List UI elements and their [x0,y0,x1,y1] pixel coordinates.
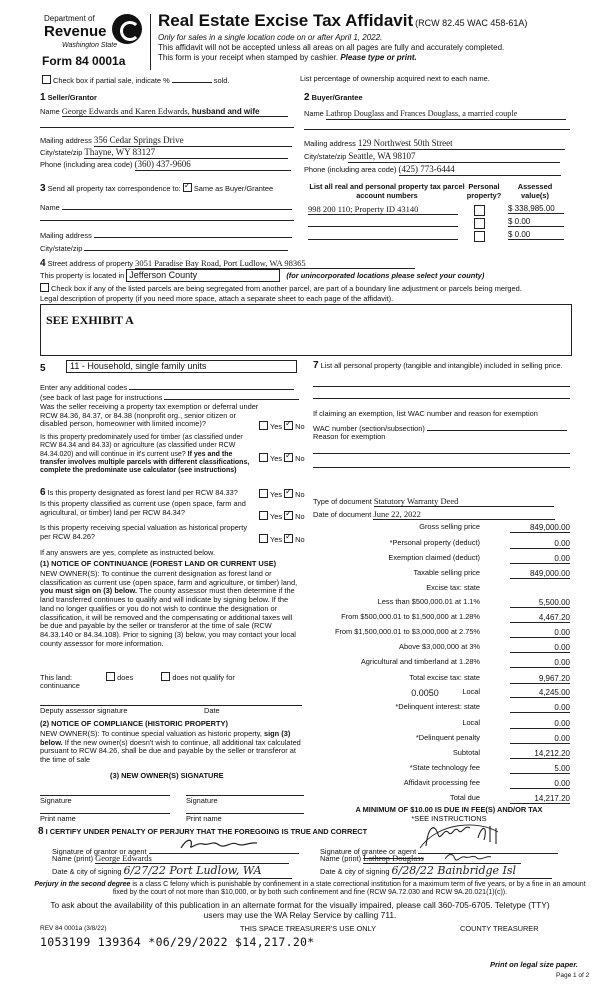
partial-sale-label: Check box if partial sale, indicate % [53,76,170,85]
calc-local-label: Local [462,687,480,696]
calc-taxable-label: Taxable selling price [413,568,480,577]
buyer-phone-label: Phone (including area code) [304,165,397,174]
correspondence-mailing-label: Mailing address [40,231,92,240]
form-title: Real Estate Excise Tax Affidavit [158,11,414,30]
current-use-no-label: No [295,512,305,521]
calc-total-due [310,794,570,805]
parcels-col2-header: Personal property? [466,182,502,200]
timber-question-bold: If yes and the transfer involves multiple parcels with different classifications, complete the predominate use calculator (see instructions) [40,450,250,474]
doc-date-field[interactable]: June 22, 2022 [373,509,555,520]
calc-total-state-label: Total excise tax: state [409,673,480,682]
grantor-date-field[interactable]: 6/27/22 Port Ludlow, WA [124,865,292,879]
form-rcw: (RCW 82.45 WAC 458-61A) [415,18,528,28]
partial-sold-label: sold. [213,76,230,85]
calc-tier2 [310,613,570,624]
seller-name-row [40,106,294,117]
calc-exemption [310,554,570,565]
historic-yes-no [259,534,305,545]
logo-revenue: Revenue [44,23,107,40]
grantee-name-value: Lathrop Douglass [363,853,424,863]
seller-mailing-row [40,135,292,147]
land-does-checkbox[interactable] [106,672,115,681]
doc-date-row [313,509,555,520]
doc-type-field[interactable]: Statutory Warranty Deed [374,496,554,507]
header-line3a: This form is your receipt when stamped by cashier. [158,53,339,62]
street-address-label: Street address of property [47,259,134,268]
logo-state: Washington State [62,42,118,49]
calc-delinquent-state-value[interactable]: 0.00 [510,703,570,713]
legal-description-value: SEE EXHIBIT A [46,313,134,327]
notice2-text-a: NEW OWNER(S): To continue special valuation as historic property, [40,729,262,738]
signature-label-1: Signature [40,796,72,805]
doc-type-row [313,496,554,507]
calc-taxable [310,569,570,580]
street-address-field[interactable]: 3051 Paradise Bay Road, Port Ludlow, WA 98365 [135,258,415,269]
buyer-mailing-row [304,138,565,150]
seller-name-suffix: husband and wife [191,107,260,116]
buyer-phone-field[interactable]: (425) 773-6444 [399,164,561,176]
doc-date-label: Date of document [313,510,372,519]
calc-delinquent-state-label: *Delinquent interest: state [395,702,480,711]
print-name-label-2: Print name [186,814,222,823]
assessed-value-field[interactable]: $ 0.00 [508,230,564,240]
location-number: 4 [40,258,46,269]
calc-subtotal [310,749,570,760]
seller-phone-field[interactable]: (360) 437-9606 [135,159,291,171]
correspondence-city-row [40,242,288,254]
calc-local-rate: 0.0050 [411,688,439,698]
logo-dept-of: Department of [44,14,95,23]
historic-question: Is this property receiving special valuation as historical property per RCW 84.26? [40,523,248,541]
grantee-signature-label: Signature of grantee or agent [320,847,417,856]
county-treasurer-label: COUNTY TREASURER [460,924,539,933]
buyer-mailing-field[interactable]: 129 Northwest 50th Street [358,138,565,150]
header-line3b: Please type or print. [340,53,417,62]
grantee-name-label: Name (print) [320,854,362,863]
grantor-name-field[interactable]: George Edwards [95,853,289,864]
seller-phone-row [40,159,291,171]
grantor-signature-field[interactable] [149,840,299,854]
historic-yes-checkbox[interactable] [259,534,268,543]
section7-number: 7 [313,360,319,371]
notice1-text-b: The county assessor must then determine if the land transferred continues to qualify and will indicate by signing below. If the land no longer qualifies or you do not wish to continue the designation or classification, it will be removed and the compensating or additional taxes will be due and payable by the seller or transferor at the time of sale (RCW 84.33.140 or 84.34.108). Prior to signing (3) below, you may contact your local county assessor for more information. [40,586,296,648]
timber-yes-no [259,453,305,464]
calc-excise-state-label: Excise tax: state [426,583,480,592]
notice3-title: (3) NEW OWNER(S) SIGNATURE [110,771,224,780]
partial-percent-field[interactable] [172,82,212,83]
forest-yes-label: Yes [270,490,283,499]
seller-city-field[interactable]: Thayne, WY 83127 [84,147,288,159]
minimum-due-note: A MINIMUM OF $10.00 IS DUE IN FEE(S) AND/OR TAX [355,805,543,814]
land-does-not-label: does not qualify for [172,673,235,682]
calc-total-due-label: Total due [450,793,480,802]
correspondence-city-label: City/state/zip [40,244,83,253]
forest-yes-no [259,489,305,500]
calc-subtotal-label: Subtotal [452,748,480,757]
historic-yes-label: Yes [270,535,283,544]
calc-personal [310,539,570,550]
certify-text: I CERTIFY UNDER PENALTY OF PERJURY THAT THE FOREGOING IS TRUE AND CORRECT [45,827,368,836]
exemption-wac-question: If claiming an exemption, list WAC number and reason for exemption [313,409,538,418]
grantor-name-label: Name (print) [52,854,94,863]
calc-local-value[interactable]: 4,245.00 [510,688,570,698]
calc-delinquent-local [310,719,570,730]
buyer-heading-label: Buyer/Grantee [311,93,363,102]
calc-tier3-value[interactable]: 0.00 [510,628,570,638]
grantee-name-field[interactable] [363,853,521,864]
personal-property-checkbox[interactable] [474,231,485,242]
deputy-date-label: Date [204,706,220,715]
buyer-name-field[interactable]: Lathrop Douglass and Frances Douglass, a married couple [326,109,566,120]
seller-heading-label: Seller/Grantor [47,93,97,102]
buyer-heading [304,92,363,104]
current-use-no-checkbox[interactable] [284,511,293,520]
grantee-date-field[interactable]: 6/28/22 Bainbridge Isl [392,865,552,879]
grantee-date-label: Date & city of signing [320,867,390,876]
seller-city-label: City/state/zip [40,148,83,157]
additional-codes-label: Enter any additional codes [40,383,128,392]
reason-exemption-label: Reason for exemption [313,432,386,441]
same-as-buyer-checkbox[interactable] [183,183,192,192]
parcel-number-field[interactable]: 998 200 110; Property ID 43140 [308,204,458,215]
calc-total-state-value[interactable]: 9,967.20 [510,674,570,684]
notice2-title: (2) NOTICE OF COMPLIANCE (HISTORIC PROPERTY) [40,719,228,728]
calc-tier5-value[interactable]: 0.00 [510,658,570,668]
calc-total-due-value[interactable]: 14,217.20 [510,794,570,804]
personal-property-checkbox[interactable] [474,218,485,229]
county-label: This property is located in [40,271,125,280]
forest-question-text: Is this property designated as forest land per RCW 84.33? [47,488,238,497]
calc-tier2-value[interactable]: 4,467.20 [510,613,570,623]
additional-codes-field2[interactable] [164,391,299,400]
calc-tier4 [310,643,570,654]
calc-personal-label: *Personal property (deduct) [389,538,480,547]
additional-codes-note: (see back of last page for instructions [40,393,163,402]
forest-yes-checkbox[interactable] [259,489,268,498]
parcels-col3-header: Assessed value(s) [517,182,553,200]
seller-name-line2 [40,126,294,128]
exemption-yes-label: Yes [270,422,283,431]
signature-label-2: Signature [186,796,218,805]
seller-name-value: George Edwards and Karen Edwards, [61,106,190,116]
exemption-no-label: No [295,422,305,431]
segregated-row [40,283,522,294]
current-use-yes-label: Yes [270,512,283,521]
grantor-signature-label: Signature of grantor or agent [52,847,147,856]
forest-no-checkbox[interactable] [284,489,293,498]
legal-description-label: Legal description of property (if you need more space, attach a separate sheet to each page of the affidavit). [40,294,394,303]
form-number: Form 84 0001a [42,54,126,68]
calc-delinquent-penalty-label: *Delinquent penalty [415,733,480,742]
calc-delinquent-penalty-value[interactable]: 0.00 [510,734,570,744]
seller-city-row [40,147,288,159]
additional-codes-field[interactable] [129,381,294,390]
grantee-name-row [320,853,521,864]
calc-delinquent-penalty [310,734,570,745]
current-use-question: Is this property classified as current use (open space, farm and agricultural, or timber) land per RCW 84.34? [40,499,246,517]
page-number: Page 1 of 2 [556,972,590,979]
correspondence-city-field[interactable] [84,242,288,251]
parcel-row [308,217,570,230]
calc-delinquent-local-label: Local [462,718,480,727]
section5-number: 5 [40,363,46,374]
wac-number-field[interactable] [427,422,567,431]
historic-no-label: No [295,535,305,544]
ownership-note: List percentage of ownership acquired next to each name. [300,74,490,83]
parcel-row [308,204,570,217]
deputy-signature-label: Deputy assessor signature [40,706,128,715]
historic-no-checkbox[interactable] [284,534,293,543]
header-line3 [158,53,417,62]
assessed-value-field[interactable]: $ 338,985.00 [508,204,564,214]
parcels-table [308,204,570,243]
seller-heading [40,92,97,104]
form-title-row [158,11,527,31]
revision-label: REV 84 0001a (3/8/22) [40,925,107,932]
calc-total-state [310,674,570,685]
land-does-not-checkbox[interactable] [161,672,170,681]
reason-line1[interactable] [313,452,570,454]
parcels-col1-header: List all real and personal property tax parcel account numbers [309,182,465,200]
section7-label: List all personal property (tangible and intangible) included in selling price. [320,361,563,370]
forest-question [40,487,238,499]
doc-type-label: Type of document [313,497,372,506]
perjury-text: is a class C felony which is punishable by confinement in a state correctional institution for a maximum term of five years, or by a fine in an amount fixed by the court of not more than $10,000, or by both such confinement and fine (RCW 9A.72.030 and RCW 9A.20.021(1)(c)). [112,881,586,897]
notice2-text-b: If the new owner(s) doesn't wish to continue, all additional tax calculated pursuant to RCW 84.26, shall be due and payable by the seller or transferor at the time of sale [40,737,301,765]
grantor-name-row [52,853,289,864]
buyer-name-label: Name [304,109,324,118]
notice2-text-bold: sign (3) below. [40,729,291,747]
section8-number: 8 [38,826,44,837]
current-use-yes-no [259,511,305,522]
calc-tier4-value[interactable]: 0.00 [510,643,570,653]
continuance-label: continuance [40,681,80,690]
see-instructions-note: *SEE INSTRUCTIONS [411,814,487,823]
segregated-label: Check box if any of the listed parcels are being segregated from another parcel, are part of a boundary line adjustment or parcels being merged. [51,284,522,293]
partial-sale-row [42,75,229,86]
correspondence-name-field[interactable] [62,201,292,210]
reason-line2[interactable] [313,466,570,468]
calc-tier5 [310,658,570,669]
calc-gross-value[interactable]: 849,000.00 [510,523,570,533]
seller-phone-label: Phone (including area code) [40,160,133,169]
timber-yes-checkbox[interactable] [259,453,268,462]
buyer-city-field[interactable]: Seattle, WA 98107 [348,151,560,163]
correspondence-text: Send all property tax correspondence to: [47,184,181,193]
notice1-title: (1) NOTICE OF CONTINUANCE (FOREST LAND OR CURRENT USE) [40,559,277,568]
seller-mailing-field[interactable]: 356 Cedar Springs Drive [94,135,292,147]
timber-question [40,434,260,475]
grantor-date-row [52,865,292,879]
correspondence-name-line2 [40,219,294,221]
calc-taxable-value[interactable]: 849,000.00 [510,569,570,579]
calc-tier4-label: Above $3,000,000 at 3% [399,642,480,651]
calc-tier5-label: Agricultural and timberland at 1.28% [360,657,480,666]
buyer-mailing-label: Mailing address [304,139,356,148]
personal-property-line1[interactable] [313,385,570,387]
notice2-text [40,730,302,765]
forest-no-label: No [295,490,305,499]
timber-no-label: No [295,454,305,463]
buyer-name-row [304,109,566,120]
buyer-heading-number: 2 [304,92,310,103]
revenue-logo-icon [112,14,142,44]
timber-question-text: Is this property predominately used for timber (as classified under RCW 84.34 and 84.33) or agriculture (as classified under RCW 84.34.020) and will continue in it's current use? [40,434,243,458]
buyer-phone-row [304,164,561,176]
calc-tier1-value[interactable]: 5,500.00 [510,598,570,608]
exemption-yes-no [259,421,305,432]
additional-codes-row2 [40,391,299,403]
calc-subtotal-value[interactable]: 14,212.20 [510,749,570,759]
wac-number-label: WAC number (section/subsection) [313,424,425,433]
treasurer-use-label: THIS SPACE TREASURER'S USE ONLY [240,924,377,933]
calc-tier1 [310,598,570,609]
grantee-name-handwriting [443,851,493,863]
current-use-yes-checkbox[interactable] [259,511,268,520]
correspondence-number: 3 [40,183,46,194]
calc-tier1-label: Less than $500,000.01 at 1.1% [377,597,480,606]
grantee-signature-image [418,818,538,852]
perjury-notice [30,881,590,898]
notice1-text-a: NEW OWNER(S): To continue the current designation as forest land or classification as current use (open space, farm and agriculture, or timber) land, [40,569,298,587]
segregated-checkbox[interactable] [40,283,49,292]
calc-local [310,688,570,699]
correspondence-name-label: Name [40,203,60,212]
assessed-value-field[interactable]: $ 0.00 [508,217,564,227]
calc-tech-fee-value[interactable]: 5.00 [510,764,570,774]
section7-text [313,360,573,372]
calc-exemption-label: Exemption claimed (deduct) [388,553,480,562]
calc-personal-value[interactable]: 0.00 [510,539,570,549]
buyer-city-row [304,151,560,163]
exemption-no-checkbox[interactable] [284,421,293,430]
parcel-row [308,230,570,243]
seller-heading-number: 1 [40,92,46,103]
if-yes-note: If any answers are yes, complete as instructed below. [40,548,215,557]
timber-no-checkbox[interactable] [284,453,293,462]
personal-property-line2[interactable] [313,397,570,399]
calc-excise-state-heading [310,584,570,595]
calc-tier2-label: From $500,000.01 to $1,500,000 at 1.28% [341,612,480,621]
calc-delinquent-local-value[interactable]: 0.00 [510,719,570,729]
parcel-number-field[interactable] [308,217,458,227]
correspondence-name-row [40,201,292,213]
county-note: (for unincorporated locations please select your county) [286,271,485,280]
grantee-date-row [320,865,552,879]
calc-affidavit-fee [310,779,570,790]
calc-affidavit-fee-value[interactable]: 0.00 [510,779,570,789]
partial-sale-checkbox[interactable] [42,75,51,84]
seller-mailing-label: Mailing address [40,136,92,145]
grantor-date-label: Date & city of signing [52,867,122,876]
this-land-label: This land: [40,673,73,682]
calc-tech-fee [310,764,570,775]
property-use-select[interactable]: 11 - Household, single family units [66,360,297,373]
buyer-city-label: City/state/zip [304,152,347,161]
notice1-text [40,570,302,649]
legal-paper-note: Print on legal size paper. [490,960,578,969]
parcel-number-field[interactable] [308,230,458,240]
header-line1: Only for sales in a single location code on or after April 1, 2022. [158,33,383,42]
calc-gross [310,523,570,534]
section6-number: 6 [40,487,46,498]
print-name-label-1: Print name [40,814,76,823]
calc-tier3-label: From $1,500,000.01 to $3,000,000 at 2.75% [334,627,480,636]
exemption-yes-checkbox[interactable] [259,421,268,430]
perjury-bold: Perjury in the second degree [34,881,131,888]
calc-tech-fee-label: *State technology fee [409,763,480,772]
personal-property-checkbox[interactable] [474,205,485,216]
header-line2: This affidavit will not be accepted unless all areas on all pages are fully and accurately completed. [158,43,505,52]
seller-name-field[interactable] [62,106,288,117]
county-select[interactable]: Jefferson County [126,269,280,282]
land-does-label: does [117,673,134,682]
treasurer-stamp: 1053199 139364 *06/29/2022 $14,217.20* [40,935,315,949]
county-row [40,269,484,282]
calc-gross-label: Gross selling price [419,522,480,531]
correspondence-row [40,183,273,195]
calc-tier3 [310,628,570,639]
header-divider [150,14,151,70]
seller-name-label: Name [40,107,60,116]
buyer-name-line2 [304,128,570,130]
calc-delinquent-state [310,703,570,714]
same-as-buyer-label: Same as Buyer/Grantee [193,184,274,193]
exemption-question: Was the seller receiving a property tax exemption or deferral under RCW 84.36, 84.37, or 84.38 (nonprofit org., senior citizen or disabled person, homeowner with limited income)? [40,402,259,429]
alt-format-notice: To ask about the availability of this publication in an alternate format for the visually impaired, please call 360-705-6705. Teletype (TTY) users may use the WA Relay Service by calling 711. [50,900,550,920]
legal-description-field[interactable] [40,304,572,356]
grantor-signature-image [179,836,259,852]
correspondence-mailing-field[interactable] [94,229,292,238]
correspondence-mailing-row [40,229,292,241]
calc-exemption-value[interactable]: 0.00 [510,554,570,564]
timber-yes-label: Yes [270,454,283,463]
calc-affidavit-fee-label: Affidavit processing fee [403,778,480,787]
notice1-text-bold: you must sign on (3) below. [40,586,138,596]
